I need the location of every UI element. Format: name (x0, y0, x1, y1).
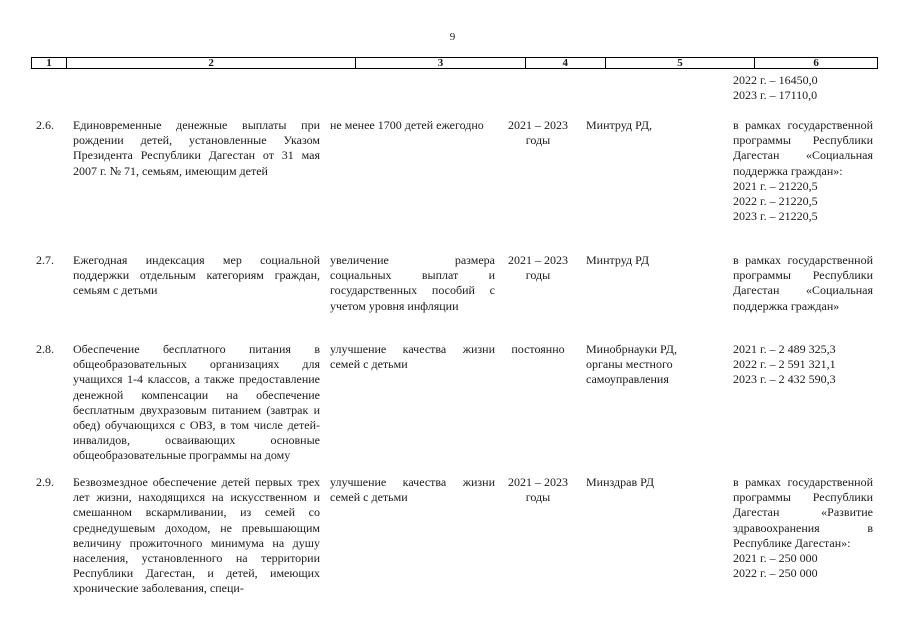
page-number: 9 (449, 31, 456, 43)
row-result: улучшение качества жизни семей с детьми (330, 342, 495, 372)
continuation-financing: 2022 г. – 16450,0 2023 г. – 17110,0 (733, 73, 818, 103)
row-number: 2.6. (36, 118, 54, 132)
row-term: постоянно (511, 342, 565, 356)
row-executor: Минтруд РД (586, 253, 650, 267)
header-col-6: 6 (813, 57, 819, 69)
row-term: 2021 – 2023 годы (508, 118, 568, 148)
row-term: 2021 – 2023 годы (508, 253, 568, 283)
row-action: Единовременные денежные выплаты при рождении детей, установленные Указом Президента Республики Дагестан от 31 мая 2007 г. № 71, семьям, имеющим детей (73, 118, 320, 178)
row-number: 2.7. (36, 253, 54, 267)
row-executor: Минобрнауки РД, органы местного самоуправления (586, 342, 677, 387)
row-financing: в рамках государственной программы Республики Дагестан «Социальная поддержка граждан»: 2021 г. – 21220,5 2022 г. – 21220,5 2023 г. – 21220,5 (733, 118, 873, 224)
row-result: не менее 1700 детей ежегодно (330, 118, 484, 132)
row-action: Обеспечение бесплатного питания в общеобразовательных организациях для учащихся 1-4 классов, а также предоставление денежной компенсации на обеспечение бесплатным двухразовым питанием (завтрак и обед) обучающихся с ОВЗ, в том числе детей-инвалидов, осваивающих основные общеобразовательные программы на дому (73, 342, 320, 463)
header-col-2: 2 (67, 58, 356, 68)
table-header (31, 57, 878, 69)
row-action: Безвозмездное обеспечение детей первых трех лет жизни, находящихся на искусственном и смешанном вскармливании, из семей со среднедушевым доходом, не превышающим величину прожиточного минимума на душу населения, установленного на территории Республики Дагестан, и детей, имеющих хронические заболевания, специ- (73, 475, 320, 596)
row-financing: в рамках государственной программы Республики Дагестан «Социальная поддержка граждан» (733, 253, 873, 313)
row-term: 2021 – 2023 годы (508, 475, 568, 505)
header-col-4: 4 (526, 58, 606, 68)
row-result: улучшение качества жизни семей с детьми (330, 475, 495, 505)
row-result: увеличение размера социальных выплат и государственных пособий с учетом уровня инфляции (330, 253, 495, 313)
row-number: 2.9. (36, 475, 54, 489)
row-executor: Минтруд РД, (586, 118, 653, 132)
header-col-3: 3 (356, 58, 526, 68)
header-col-5: 5 (606, 58, 756, 68)
row-financing: 2021 г. – 2 489 325,3 2022 г. – 2 591 321,1 2023 г. – 2 432 590,3 (733, 342, 836, 387)
row-action: Ежегодная индексация мер социальной поддержки отдельным категориям граждан, семьям с детьми (73, 253, 320, 298)
row-financing: в рамках государственной программы Республики Дагестан «Развитие здравоохранения в Республике Дагестан»: 2021 г. – 250 000 2022 г. – 250 000 (733, 475, 873, 581)
row-number: 2.8. (36, 342, 54, 356)
header-col-1: 1 (32, 58, 67, 68)
row-executor: Минздрав РД (586, 475, 655, 489)
